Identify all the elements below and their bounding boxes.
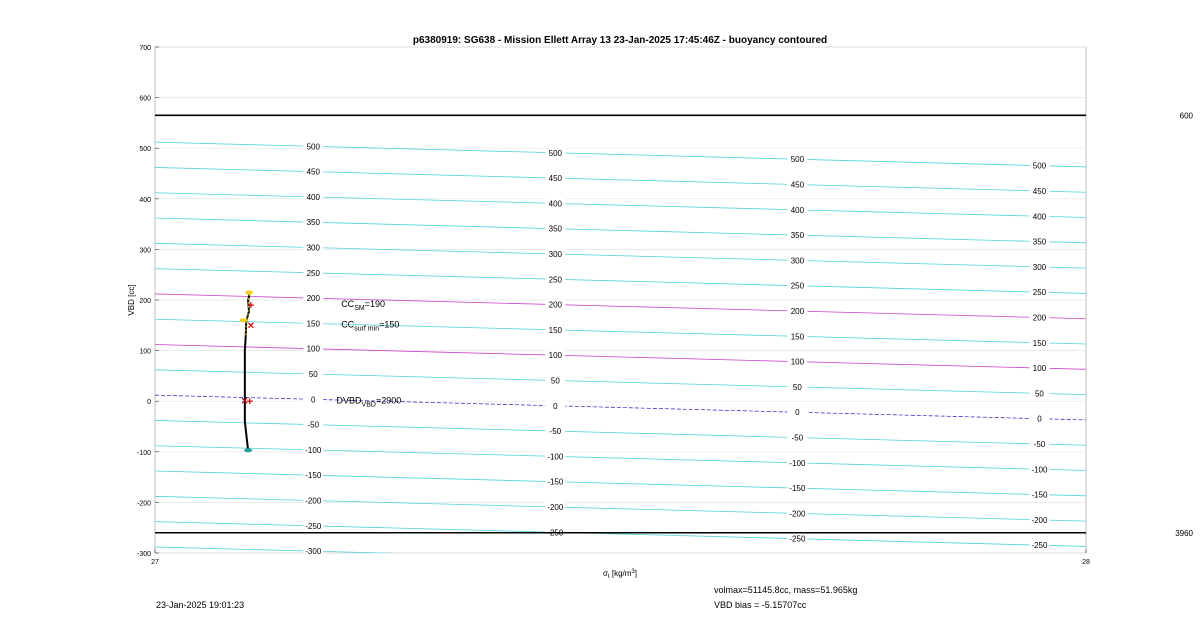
contour-label-450-3: 450	[1032, 186, 1047, 196]
contour-label-250-1: 250	[548, 275, 563, 285]
contour-label-50-2: 50	[792, 382, 802, 392]
contour-label-500-0: 500	[306, 142, 320, 152]
contour-label-450-1: 450	[548, 174, 563, 184]
y-tick-label-4: 100	[139, 348, 151, 356]
contour-label-250-2: 250	[790, 281, 805, 291]
contour-label--50-2: -50	[791, 433, 804, 443]
contour-label-500-1: 500	[548, 148, 563, 158]
contour-label-500-2: 500	[790, 155, 805, 165]
contour-label--150-0: -150	[305, 471, 322, 481]
contour-label-50-0: 50	[308, 370, 318, 380]
contour-label--200-3: -200	[1031, 515, 1048, 525]
y-tick-label-6: 300	[139, 247, 151, 255]
x-tick-label-1: 28	[1082, 559, 1090, 566]
contour-label-250-3: 250	[1032, 288, 1047, 298]
contour-label-300-2: 300	[790, 256, 805, 266]
contour-label-150-3: 150	[1032, 338, 1047, 348]
contour-label--50-1: -50	[549, 427, 562, 437]
contour-label-450-0: 450	[306, 167, 320, 177]
contour-label-400-0: 400	[306, 192, 320, 202]
contour-label--100-0: -100	[305, 445, 322, 455]
annotation-2: $DVBD_{VBD}=2900$	[336, 395, 402, 409]
contour-label-0-0: 0	[311, 395, 316, 405]
limit-label-1: 3960	[1175, 528, 1193, 538]
y-tick-label-9: 600	[139, 95, 151, 103]
x-axis-label-units-close: ]	[634, 569, 637, 578]
y-tick-label-8: 500	[139, 146, 151, 154]
x-axis-label-main: σ	[603, 569, 608, 578]
x-axis-label-units-sup: 3	[631, 569, 635, 575]
y-axis-label: VBD [cc]	[127, 284, 136, 316]
contour-label-100-1: 100	[548, 351, 563, 361]
contour-label-200-2: 200	[790, 307, 805, 317]
contour-label-400-1: 400	[548, 199, 563, 209]
contour-label--150-3: -150	[1031, 490, 1048, 500]
annotation-1: $CC_{surf min}=150$	[341, 319, 400, 333]
y-tick-label-10: 700	[139, 45, 151, 52]
contour-label--150-1: -150	[547, 477, 564, 487]
contour-label-0-3: 0	[1037, 414, 1042, 424]
contour-label-400-2: 400	[790, 205, 805, 215]
contour-label-350-2: 350	[790, 231, 805, 241]
limit-label-0: 600	[1179, 111, 1193, 121]
contour-label-300-0: 300	[306, 243, 320, 253]
y-tick-label-1: -200	[136, 500, 151, 508]
contour-label--50-0: -50	[307, 420, 320, 430]
footer-timestamp: 23-Jan-2025 19:01:23	[156, 600, 245, 610]
contour-label-400-3: 400	[1032, 212, 1047, 222]
contour-label-150-1: 150	[548, 325, 563, 335]
contour-label-500-3: 500	[1032, 161, 1047, 171]
x-axis-label	[603, 569, 637, 580]
contour-label--250-2: -250	[789, 534, 806, 544]
y-tick-label-0: -300	[136, 551, 151, 558]
marker-dot-6	[244, 448, 252, 452]
contour-label-200-0: 200	[306, 294, 320, 304]
marker-dot-4	[245, 290, 253, 294]
contour-label--200-0: -200	[305, 496, 322, 506]
y-tick-label-5: 200	[139, 298, 151, 305]
contour-label-200-1: 200	[548, 300, 563, 310]
contour-label-350-0: 350	[306, 218, 320, 228]
contour-label-100-3: 100	[1032, 364, 1047, 374]
x-axis-label-units: [kg/m	[611, 569, 632, 578]
contour-label-0-2: 0	[795, 408, 800, 418]
contour-label--250-0: -250	[305, 521, 322, 531]
annotation-0: $CC_{SM}=190$	[341, 299, 385, 313]
contour-label--300-0: -300	[305, 547, 322, 557]
y-tick-label-3: 0	[147, 399, 151, 407]
contour-label-0-1: 0	[553, 401, 558, 411]
contour-label--100-1: -100	[547, 452, 564, 462]
contour-label-350-3: 350	[1032, 237, 1047, 247]
contour-label-200-3: 200	[1032, 313, 1047, 323]
x-axis-label-sub: t	[607, 574, 610, 580]
marker-dot-5	[239, 318, 247, 322]
y-tick-label-7: 400	[139, 196, 151, 204]
contour-label-300-3: 300	[1032, 262, 1047, 272]
contour-label-50-1: 50	[550, 376, 560, 386]
footer-volmax: volmax=51145.8cc, mass=51.965kg	[714, 585, 858, 595]
contour-label--250-3: -250	[1031, 541, 1048, 551]
contour-label-150-0: 150	[306, 319, 320, 329]
contour-label--100-2: -100	[789, 458, 806, 468]
contour-label--250-1: -250	[547, 528, 564, 538]
footer-vbd-bias: VBD bias = -5.15707cc	[714, 600, 807, 610]
contour-label-250-0: 250	[306, 268, 320, 278]
contour-label-100-0: 100	[306, 344, 320, 354]
contour-label--50-3: -50	[1033, 439, 1046, 449]
contour-label--200-2: -200	[789, 509, 806, 519]
chart-title: p6380919: SG638 - Mission Ellett Array 13 23-Jan-2025 17:45:46Z - buoyancy contoured	[412, 35, 828, 46]
contour-label-150-2: 150	[790, 332, 805, 342]
contour-label--200-1: -200	[547, 502, 564, 512]
contour-label--150-2: -150	[789, 484, 806, 494]
contour-label-50-3: 50	[1034, 389, 1044, 399]
contour-label-300-1: 300	[548, 249, 563, 259]
contour-label--100-3: -100	[1031, 465, 1048, 475]
x-tick-label-0: 27	[151, 559, 159, 566]
contour-label-350-1: 350	[548, 224, 563, 234]
contour-label-450-2: 450	[790, 180, 805, 190]
y-tick-label-2: -100	[136, 449, 151, 457]
contour-label-100-2: 100	[790, 357, 805, 367]
